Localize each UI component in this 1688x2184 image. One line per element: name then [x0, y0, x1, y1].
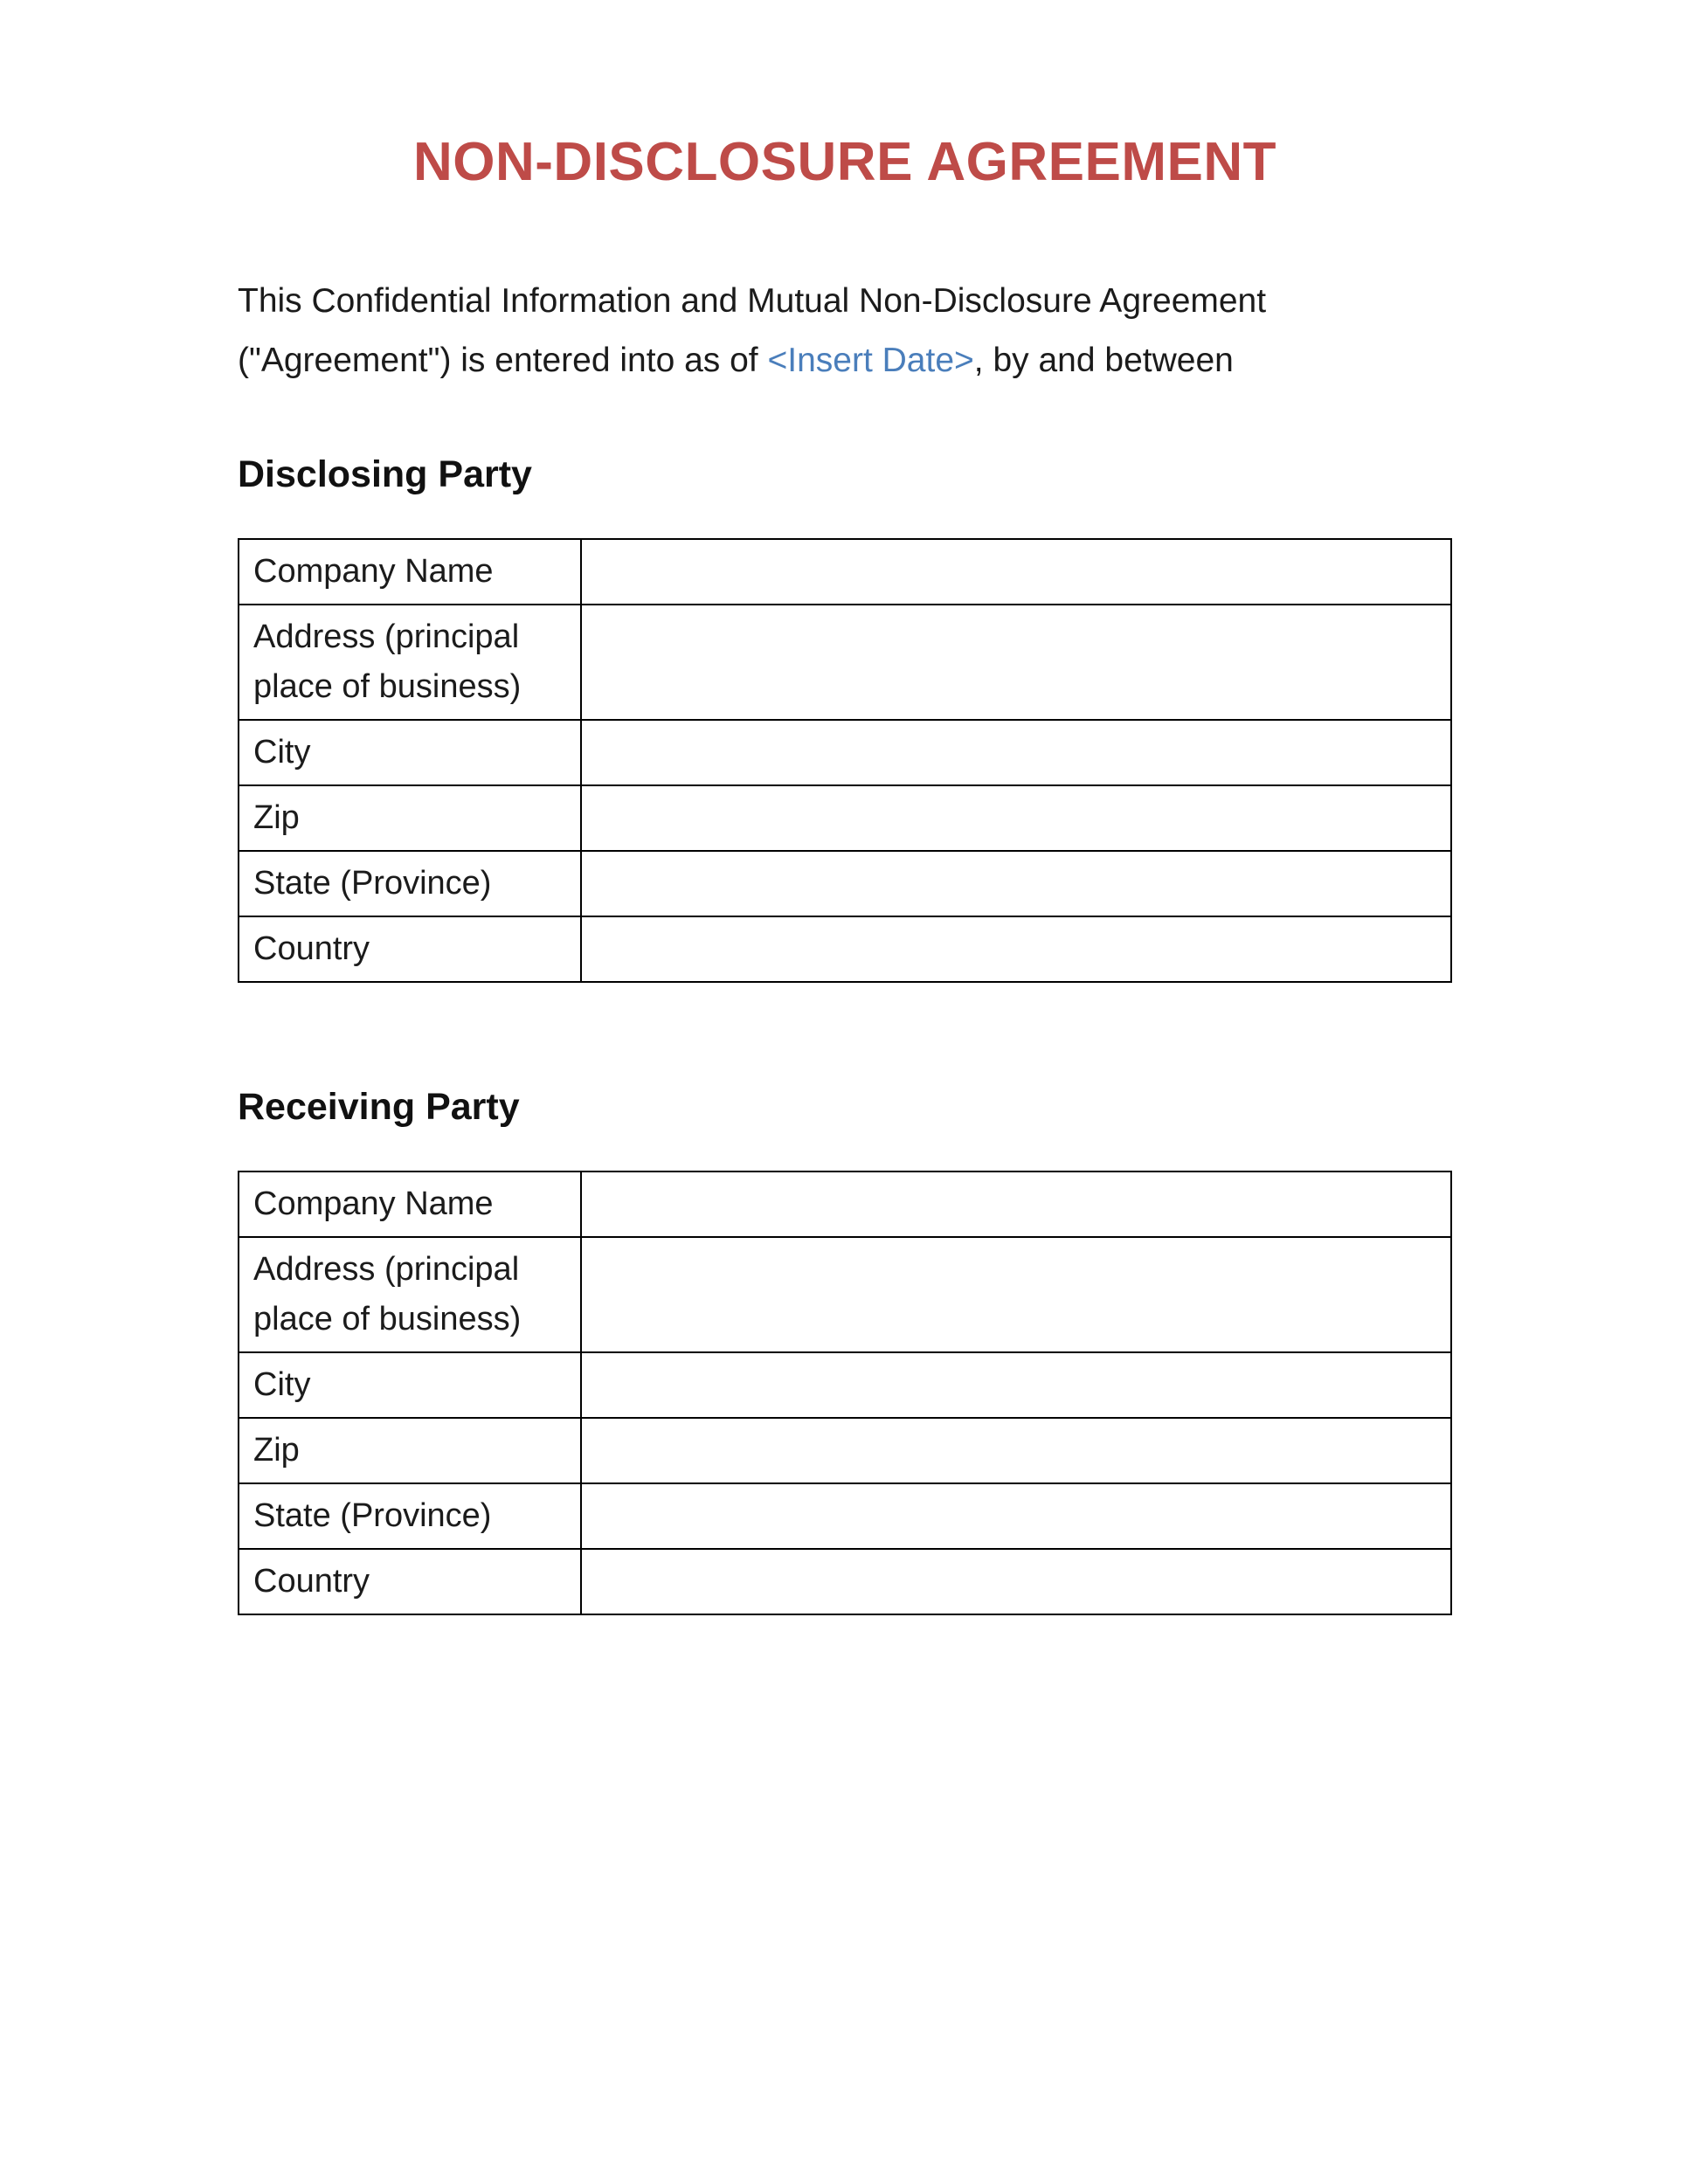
field-value-cell[interactable] — [581, 851, 1451, 916]
page-title: NON-DISCLOSURE AGREEMENT — [413, 132, 1276, 192]
field-value-cell[interactable] — [581, 1237, 1451, 1352]
field-label: Zip — [239, 1418, 581, 1483]
field-value-cell[interactable] — [581, 1549, 1451, 1614]
field-label: Address (principal place of business) — [239, 605, 581, 720]
field-label: City — [239, 720, 581, 785]
field-label: Zip — [239, 785, 581, 851]
field-label: Company Name — [239, 1171, 581, 1237]
field-label: Address (principal place of business) — [239, 1237, 581, 1352]
table-row — [239, 720, 1451, 785]
field-value-cell[interactable] — [581, 785, 1451, 851]
table-row — [239, 916, 1451, 982]
table-row — [239, 1352, 1451, 1418]
field-value-cell[interactable] — [581, 605, 1451, 720]
table-row — [239, 539, 1451, 605]
table-row — [239, 1171, 1451, 1237]
table-row — [239, 1418, 1451, 1483]
table-row — [239, 851, 1451, 916]
party-table — [238, 1171, 1452, 1615]
field-label: City — [239, 1352, 581, 1418]
party-table — [238, 538, 1452, 983]
field-label: Company Name — [239, 539, 581, 605]
field-value-cell[interactable] — [581, 1171, 1451, 1237]
field-label: State (Province) — [239, 1483, 581, 1549]
field-label: State (Province) — [239, 851, 581, 916]
party-section — [238, 1086, 1452, 1615]
table-row — [239, 785, 1451, 851]
field-label: Country — [239, 1549, 581, 1614]
table-row — [239, 1237, 1451, 1352]
table-row — [239, 1483, 1451, 1549]
party-heading-1: Receiving Party — [238, 1086, 520, 1128]
intro-text-before-date: This Confidential Information and Mutual Non-Disclosure Agreement ("Agreement") is entered into as of — [238, 282, 1267, 379]
table-row — [239, 1549, 1451, 1614]
party-heading-0: Disclosing Party — [238, 453, 532, 495]
party-section — [238, 453, 1452, 983]
field-value-cell[interactable] — [581, 1418, 1451, 1483]
intro-text-after-date: , by and between — [973, 342, 1234, 379]
intro-paragraph — [238, 272, 1391, 390]
field-value-cell[interactable] — [581, 916, 1451, 982]
party-sections-container — [238, 453, 1452, 1615]
field-label: Country — [239, 916, 581, 982]
table-row — [239, 605, 1451, 720]
field-value-cell[interactable] — [581, 720, 1451, 785]
insert-date-placeholder[interactable]: <Insert Date> — [767, 342, 974, 379]
field-value-cell[interactable] — [581, 1352, 1451, 1418]
field-value-cell[interactable] — [581, 539, 1451, 605]
field-value-cell[interactable] — [581, 1483, 1451, 1549]
